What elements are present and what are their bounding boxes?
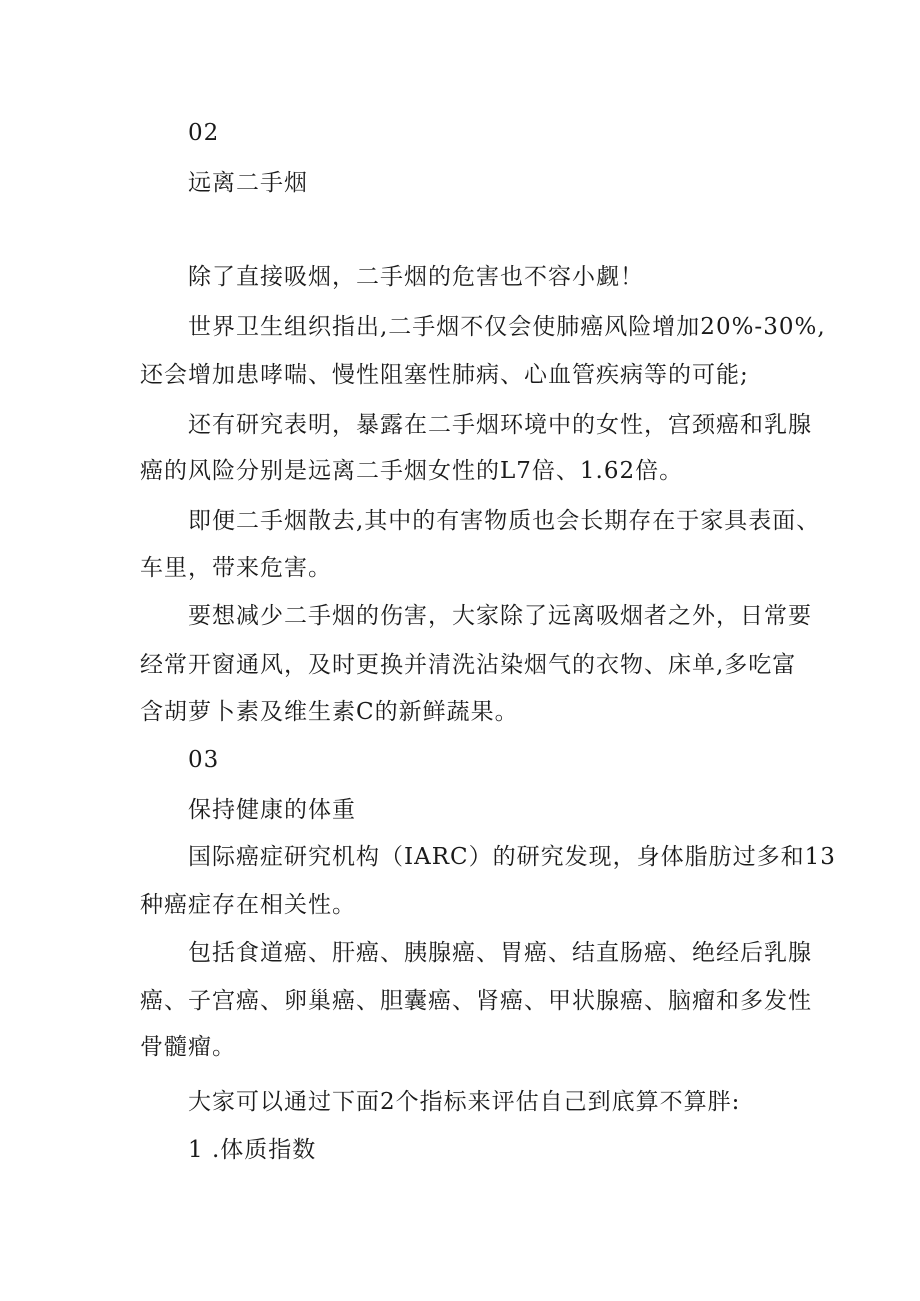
- paragraph-line: 车里，带来危害。: [140, 555, 332, 581]
- section-02-heading: 远离二手烟: [188, 170, 308, 196]
- paragraph-line: 还有研究表明，暴露在二手烟环境中的女性，宫颈癌和乳腺: [188, 412, 812, 438]
- paragraph-line: 癌的风险分别是远离二手烟女性的L7倍、1.62倍。: [140, 458, 684, 484]
- paragraph-line: 癌、子宫癌、卵巢癌、胆囊癌、肾癌、甲状腺癌、脑瘤和多发性: [140, 988, 812, 1014]
- paragraph-line: 含胡萝卜素及维生素C的新鲜蔬果。: [140, 699, 519, 725]
- paragraph-line: 国际癌症研究机构（IARC）的研究发现，身体脂肪过多和13: [188, 844, 836, 870]
- paragraph-line: 除了直接吸烟，二手烟的危害也不容小觑！: [188, 264, 644, 290]
- paragraph-line: 种癌症存在相关性。: [140, 892, 356, 918]
- paragraph-line: 包括食道癌、肝癌、胰腺癌、胃癌、结直肠癌、绝经后乳腺: [188, 940, 812, 966]
- list-item: 1 .体质指数: [188, 1137, 317, 1163]
- section-03-number: 03: [188, 747, 220, 773]
- section-03-heading: 保持健康的体重: [188, 797, 356, 823]
- paragraph-line: 经常开窗通风，及时更换并清洗沾染烟气的衣物、床单,多吃富: [140, 652, 797, 678]
- paragraph-line: 即便二手烟散去,其中的有害物质也会长期存在于家具表面、: [188, 508, 821, 534]
- section-02-number: 02: [188, 120, 220, 146]
- paragraph-line: 还会增加患哮喘、慢性阻塞性肺病、心血管疾病等的可能;: [140, 362, 749, 388]
- paragraph-line: 世界卫生组织指出,二手烟不仅会使肺癌风险增加20%-30%,: [188, 314, 826, 340]
- paragraph-line: 骨髓瘤。: [140, 1034, 236, 1060]
- paragraph-line: 要想减少二手烟的伤害，大家除了远离吸烟者之外，日常要: [188, 603, 812, 629]
- paragraph-line: 大家可以通过下面2个指标来评估自己到底算不算胖:: [188, 1089, 741, 1115]
